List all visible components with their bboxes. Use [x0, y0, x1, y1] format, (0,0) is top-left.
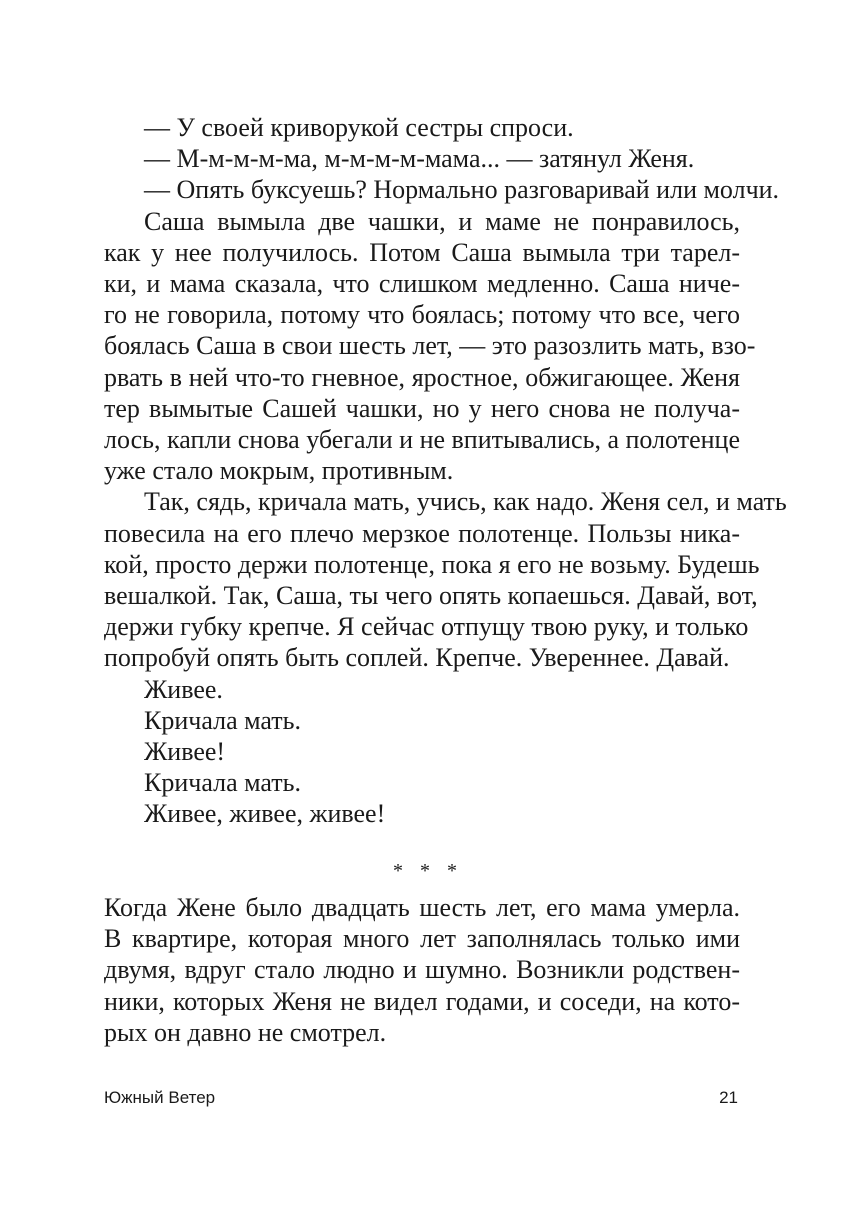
- text-line: Кричала мать.: [144, 705, 301, 735]
- text-line: В квартире, которая много лет заполнялась только ими: [104, 924, 740, 954]
- section-separator: * * *: [393, 860, 463, 882]
- text-line: ники, которых Женя не видел годами, и соседи, на кото-: [104, 986, 740, 1016]
- text-line: вешалкой. Так, Саша, ты чего опять копаешься. Давай, вот,: [104, 581, 758, 611]
- text-line: го не говорила, потому что боялась; потому что все, чего: [104, 300, 740, 330]
- text-line: Живее!: [144, 737, 226, 767]
- text-line: рвать в ней что-то гневное, яростное, обжигающее. Женя: [104, 362, 740, 392]
- text-line: кой, просто держи полотенце, пока я его не возьму. Будешь: [104, 549, 760, 579]
- text-line: — М-м-м-м-ма, м-м-м-м-мама... — затянул Женя.: [144, 144, 695, 174]
- text-line: как у нее получилось. Потом Саша вымыла три тарел-: [104, 237, 740, 267]
- text-line: Живее.: [144, 674, 223, 704]
- text-line: — У своей криворукой сестры спроси.: [144, 113, 574, 142]
- text-line: Саша вымыла две чашки, и маме не понравилось,: [144, 206, 740, 236]
- text-line: Так, сядь, кричала мать, учись, как надо. Женя сел, и мать: [144, 487, 787, 517]
- text-line: лось, капли снова убегали и не впитывались, а полотенце: [104, 425, 740, 455]
- text-line: боялась Саша в свои шесть лет, — это разозлить мать, взо-: [104, 331, 756, 361]
- text-line: Живее, живее, живее!: [144, 799, 386, 829]
- text-line: Кричала мать.: [144, 768, 301, 798]
- text-line: держи губку крепче. Я сейчас отпущу твою руку, и только: [104, 612, 749, 642]
- text-line: попробуй опять быть соплей. Крепче. Увереннее. Давай.: [104, 643, 730, 673]
- text-line: ки, и мама сказала, что слишком медленно. Саша ниче-: [104, 269, 740, 299]
- main-text-top: [104, 112, 787, 830]
- page-number: 21: [719, 1088, 738, 1107]
- text-line: уже стало мокрым, противным.: [104, 456, 454, 486]
- text-line: — Опять буксуешь? Нормально разговаривай или молчи.: [144, 175, 780, 205]
- text-line: Когда Жене было двадцать шесть лет, его мама умерла.: [104, 893, 740, 922]
- text-line: двумя, вдруг стало людно и шумно. Возникли родствен-: [104, 955, 740, 985]
- running-footer-title: Южный Ветер: [104, 1088, 216, 1107]
- text-line: тер вымытые Сашей чашки, но у него снова не получа-: [104, 393, 740, 423]
- main-text-bottom: [104, 892, 740, 1048]
- text-line: повесила на его плечо мерзкое полотенце. Пользы ника-: [104, 518, 740, 548]
- text-line: рых он давно не смотрел.: [104, 1017, 387, 1047]
